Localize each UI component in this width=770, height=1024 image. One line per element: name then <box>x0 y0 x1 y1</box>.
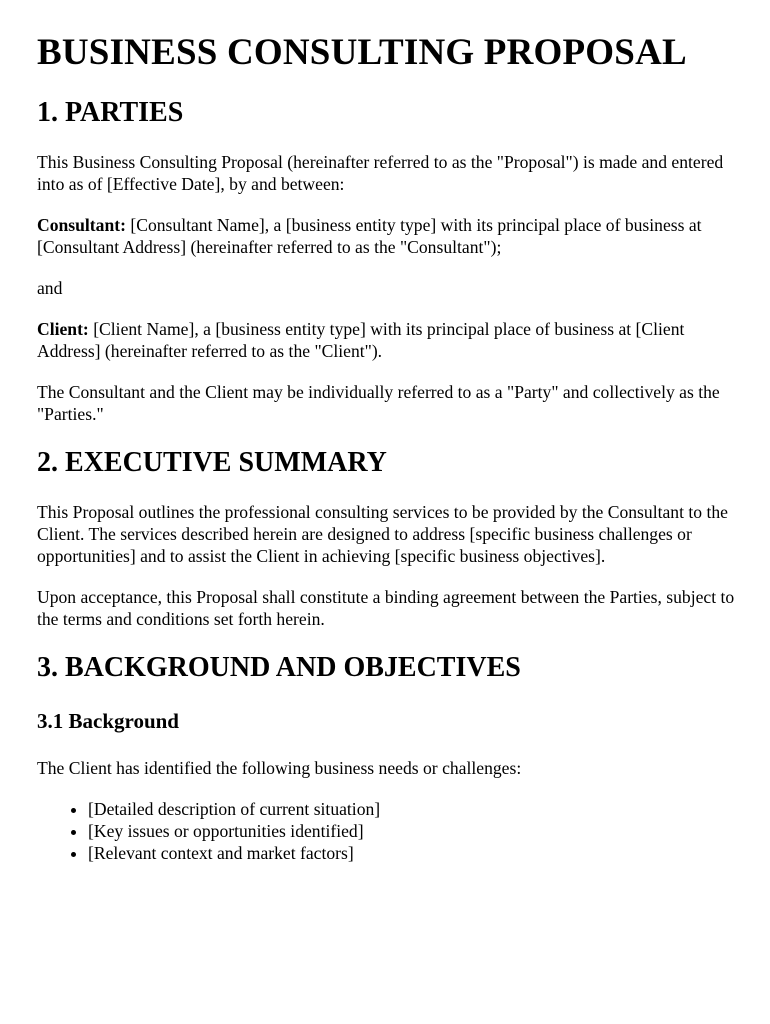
consultant-text: [Consultant Name], a [business entity type] with its principal place of business at [Consultant Address] (hereinafter referred to as the "Consultant"); <box>37 215 702 257</box>
list-item: • [Relevant context and market factors] <box>88 842 737 864</box>
consultant-paragraph <box>37 214 737 258</box>
list-item: • [Detailed description of current situation] <box>88 798 737 820</box>
consultant-label: Consultant: <box>37 215 126 235</box>
background-list <box>37 798 737 864</box>
subsection-heading-background: 3.1 Background <box>37 709 179 733</box>
client-label: Client: <box>37 319 89 339</box>
section-heading-background-objectives: 3. BACKGROUND AND OBJECTIVES <box>37 652 521 683</box>
list-item: • [Key issues or opportunities identified] <box>88 820 737 842</box>
client-text: [Client Name], a [business entity type] with its principal place of business at [Client Address] (hereinafter referred to as the "Client"). <box>37 319 685 361</box>
document-page <box>37 30 737 864</box>
executive-summary-paragraph-1: This Proposal outlines the professional consulting services to be provided by the Consultant to the Client. The services described herein are designed to address [specific business challenges or opportunities] and to assist the Client in achieving [specific business objectives]. <box>37 502 728 566</box>
section-heading-parties: 1. PARTIES <box>37 97 184 128</box>
background-intro: The Client has identified the following business needs or challenges: <box>37 758 522 778</box>
and-text: and <box>37 278 63 298</box>
parties-intro: This Business Consulting Proposal (hereinafter referred to as the "Proposal") is made and entered into as of [Effective Date], by and between: <box>37 152 724 194</box>
section-heading-executive-summary: 2. EXECUTIVE SUMMARY <box>37 447 387 478</box>
client-paragraph <box>37 318 737 362</box>
document-title: BUSINESS CONSULTING PROPOSAL <box>37 32 687 73</box>
parties-collective: The Consultant and the Client may be individually referred to as a "Party" and collectively as the "Parties." <box>37 382 720 424</box>
executive-summary-paragraph-2: Upon acceptance, this Proposal shall constitute a binding agreement between the Parties, subject to the terms and conditions set forth herein. <box>37 587 735 629</box>
